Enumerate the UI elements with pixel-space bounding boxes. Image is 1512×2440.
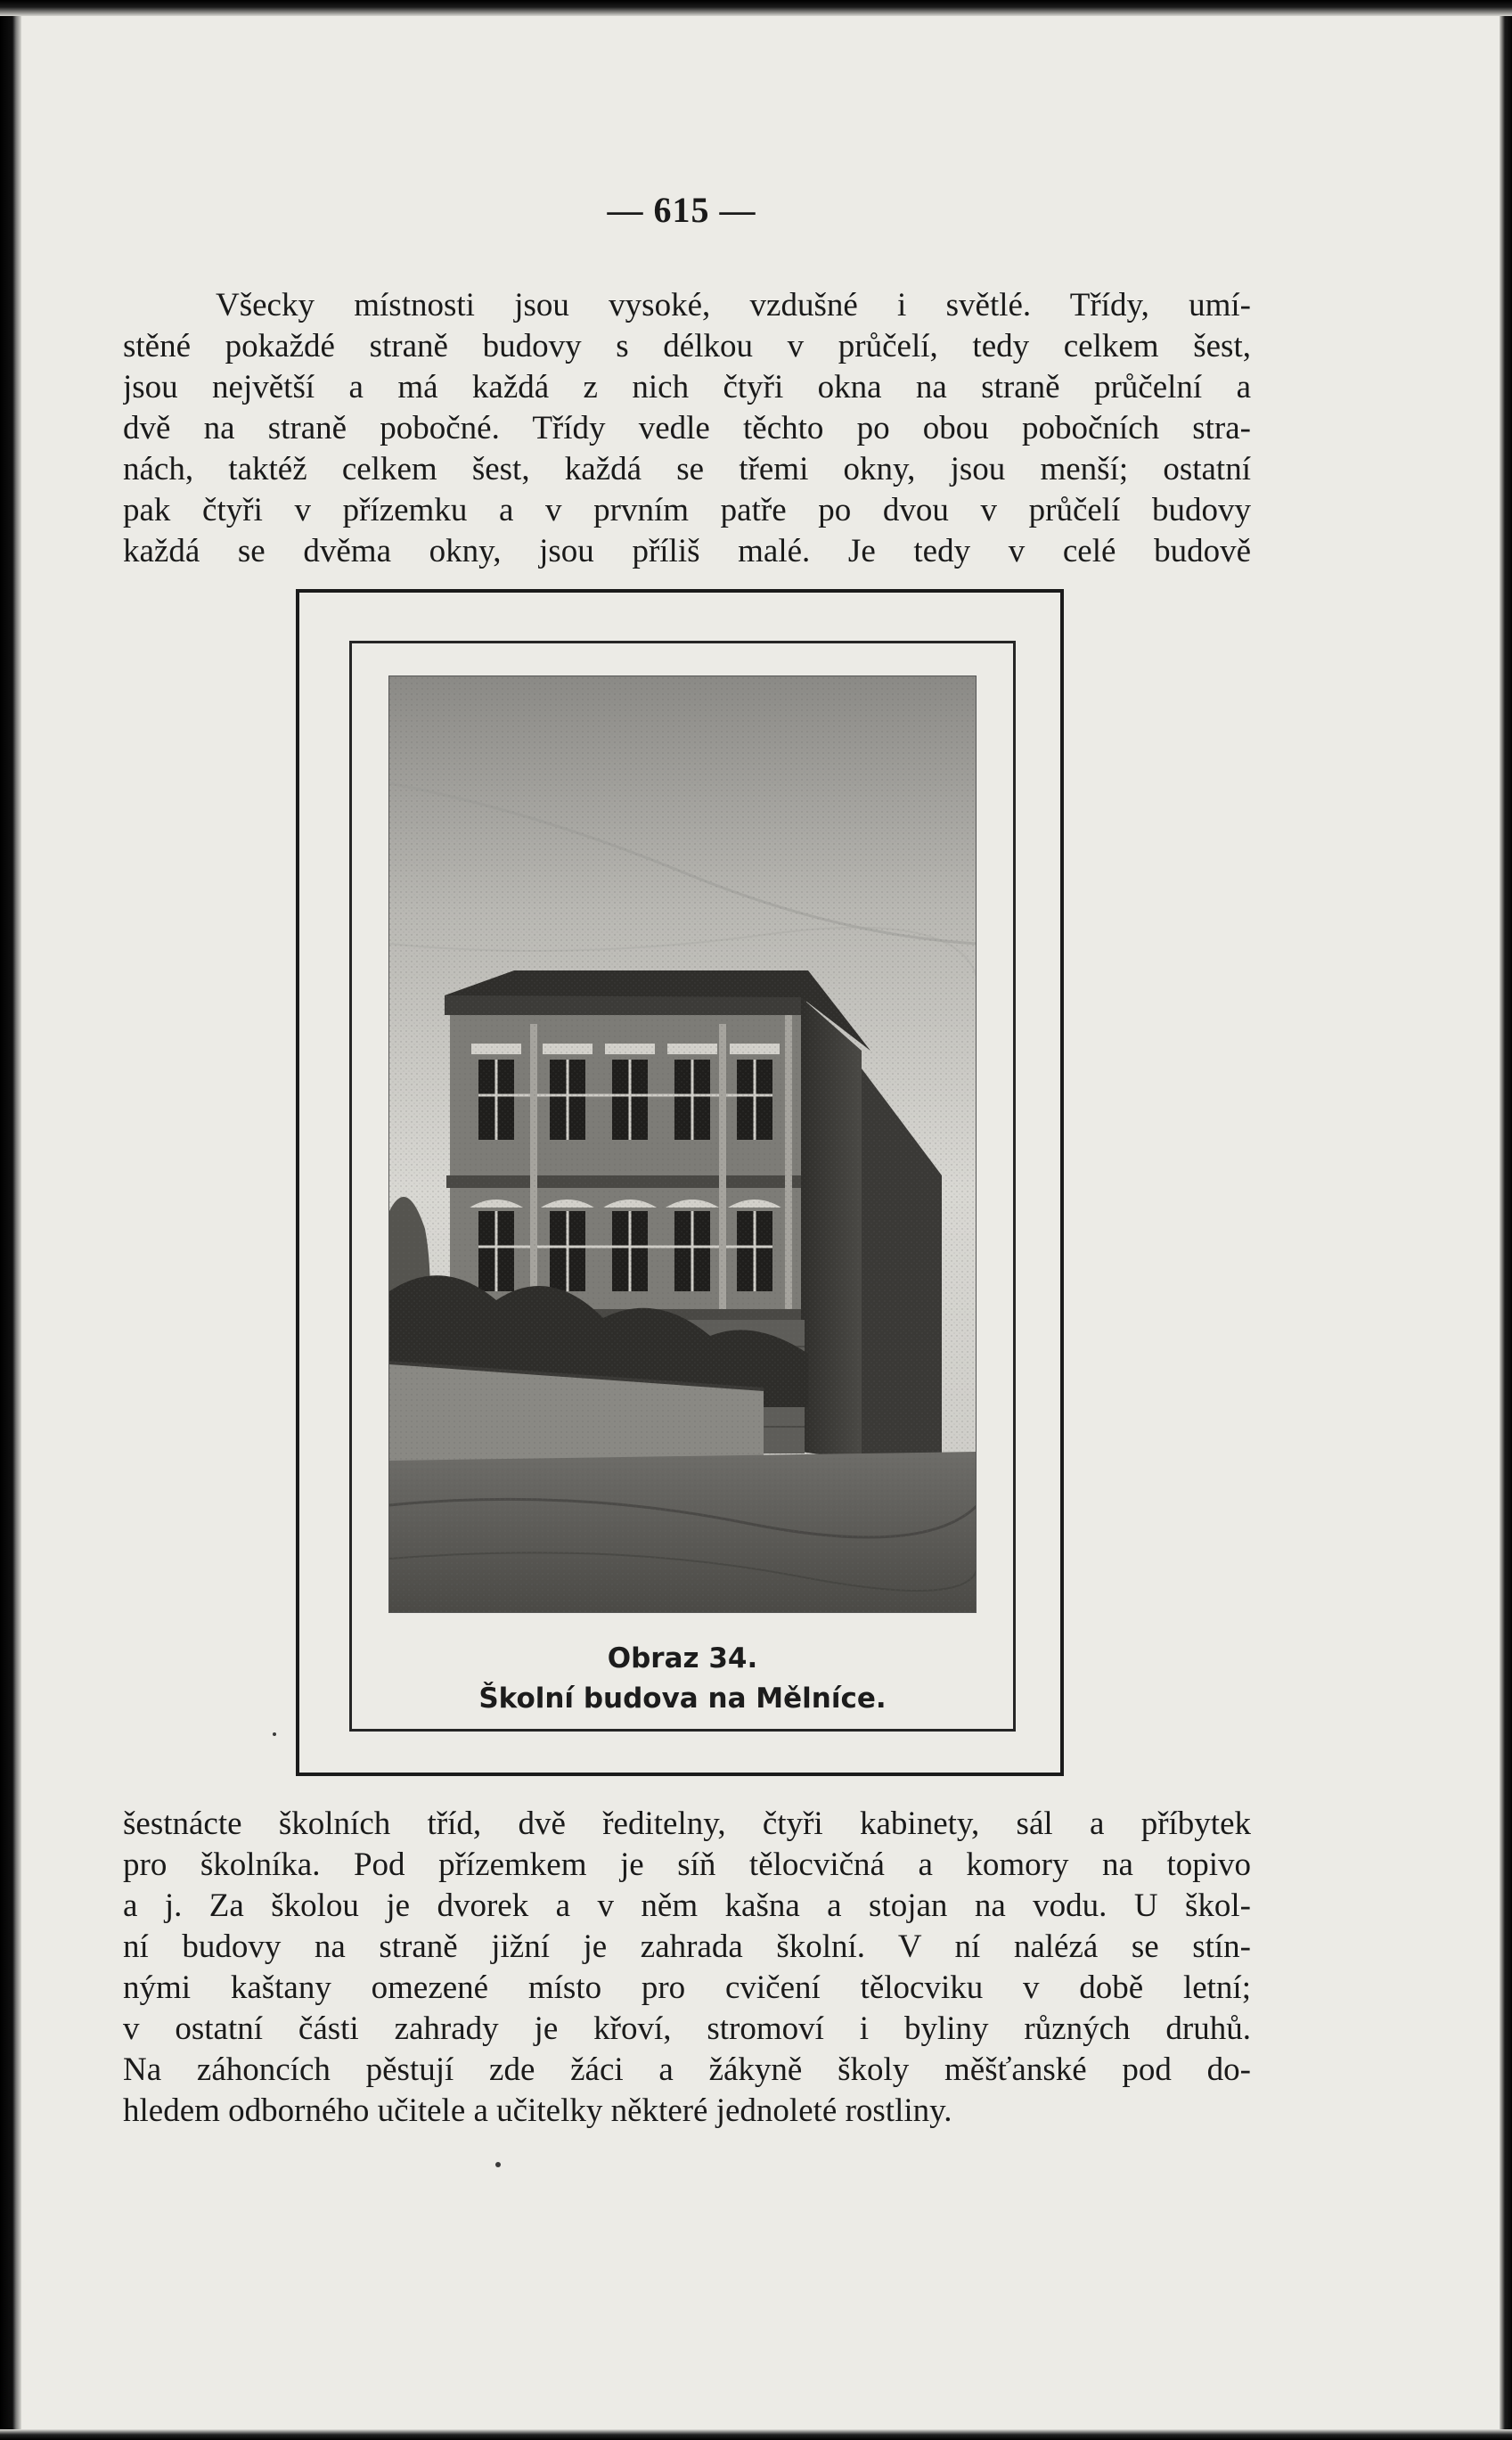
scan-edge-left <box>0 0 21 2440</box>
scan-speck <box>273 1732 276 1736</box>
text-line: Na záhoncích pěstují zde žáci a žákyně školy měšťanské pod do- <box>123 2051 1251 2088</box>
text-line: každá se dvěma okny, jsou příliš malé. Je tedy v celé budově <box>123 533 1251 569</box>
text-line: a j. Za školou je dvorek a v něm kašna a stojan na vodu. U škol- <box>123 1887 1251 1924</box>
text-line: Všecky místnosti jsou vysoké, vzdušné i světlé. Třídy, umí- <box>216 287 1251 323</box>
text-line: nách, taktéž celkem šest, každá se třemi okny, jsou menší; ostatní <box>123 451 1251 487</box>
text-line: šestnácte školních tříd, dvě ředitelny, čtyři kabinety, sál a příbytek <box>123 1805 1251 1842</box>
text-line: v ostatní části zahrady je křoví, stromoví i byliny různých druhů. <box>123 2010 1251 2047</box>
page-number: — 615 — <box>607 190 756 230</box>
text-line: pro školníka. Pod přízemkem je síň tělocvičná a komory na topivo <box>123 1846 1251 1883</box>
text-line: ní budovy na straně jižní je zahrada školní. V ní nalézá se stín- <box>123 1928 1251 1965</box>
text-line: stěné pokaždé straně budovy s délkou v průčelí, tedy celkem šest, <box>123 328 1251 364</box>
scan-speck <box>495 2162 501 2167</box>
figure-caption: Školní budova na Mělníce. <box>478 1683 887 1715</box>
text-line: dvě na straně pobočné. Třídy vedle těchto po obou pobočních stra- <box>123 410 1251 446</box>
text-line: jsou největší a má každá z nich čtyři okna na straně průčelní a <box>123 369 1251 405</box>
scan-edge-top <box>0 0 1512 16</box>
text-line: hledem odborného učitele a učitelky některé jednoleté rostliny. <box>123 2092 952 2129</box>
photo-drawing <box>389 676 977 1613</box>
school-building-photo <box>388 676 977 1613</box>
paragraph-bottom <box>123 1804 1251 2132</box>
text-line: nými kaštany omezené místo pro cvičení tělocviku v době letní; <box>123 1969 1251 2006</box>
scan-edge-right <box>1500 0 1512 2440</box>
scan-edge-bottom <box>0 2429 1512 2440</box>
paragraph-top <box>123 285 1251 572</box>
text-line: pak čtyři v přízemku a v prvním patře po dvou v průčelí budovy <box>123 492 1251 528</box>
figure-number: Obraz 34. <box>607 1642 758 1674</box>
